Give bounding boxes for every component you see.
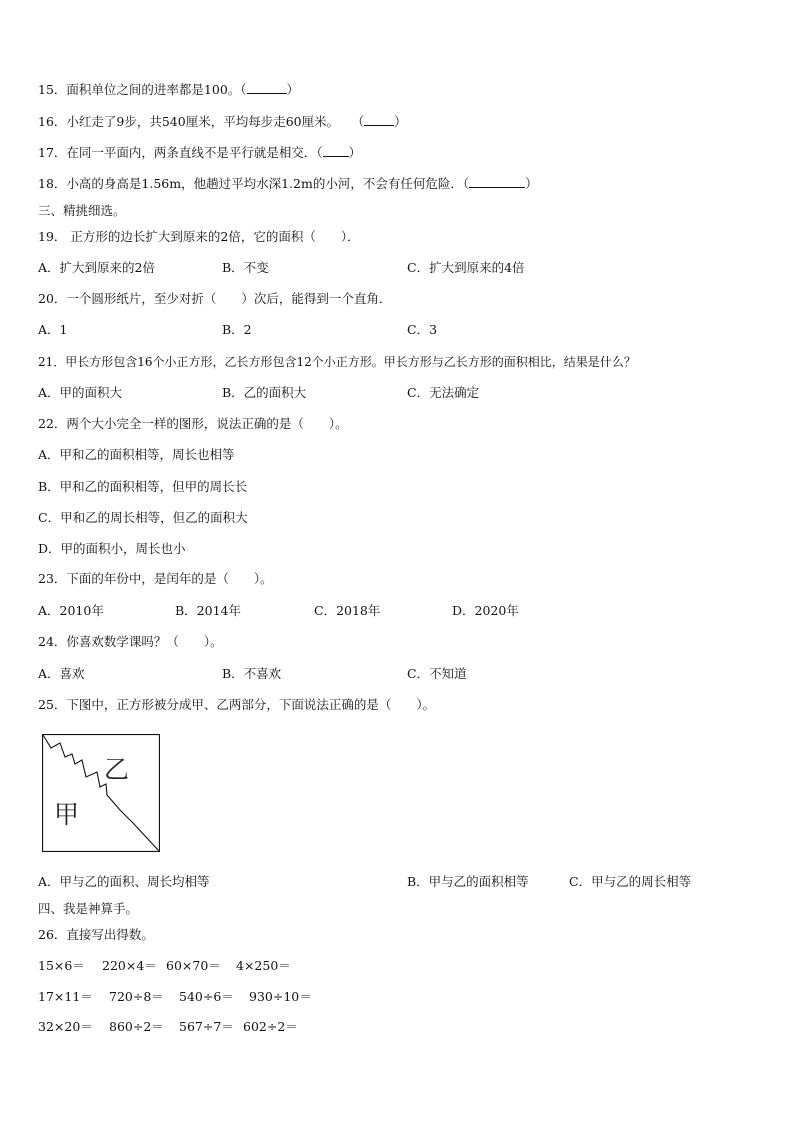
label-jia: 甲 [54,800,80,829]
calc-item: 15×6＝ [38,958,85,973]
option-d[interactable]: D．甲的面积小，周长也小 [38,541,186,556]
question-close: ） [394,114,407,129]
question-number: 15． [38,82,67,97]
calc-item: 860÷2＝ [109,1019,164,1034]
question-text: 小高的身高是1.56m，他趟过平均水深1.2m的小河，不会有任何危险．（ [66,176,470,191]
option-c[interactable]: C．甲和乙的周长相等，但乙的面积大 [38,510,248,525]
question-25: 25．下图中，正方形被分成甲、乙两部分，下面说法正确的是（ ）。 [38,697,436,712]
label-yi: 乙 [104,755,130,784]
calc-item: 567÷7＝ [179,1019,234,1034]
option-b[interactable]: B．2014年 [175,603,241,618]
section-heading-3: 三、精挑细选。 [38,203,126,218]
calc-item: 60×70＝ [166,958,221,973]
question-text: 在同一平面内，两条直线不是平行就是相交．（ [66,145,323,160]
question-15 [38,82,299,98]
question-18 [38,176,538,192]
question-close: ） [525,176,538,191]
answer-blank[interactable] [247,82,287,94]
answer-blank[interactable] [323,145,349,157]
question-19: 19． 正方形的边长扩大到原来的2倍，它的面积（ ）． [38,229,360,244]
calc-item: 220×4＝ [102,958,157,973]
section-heading-4: 四、我是神算手。 [38,901,139,916]
option-a[interactable]: A．甲和乙的面积相等，周长也相等 [38,447,235,462]
question-17 [38,145,361,161]
answer-blank[interactable] [469,176,525,188]
calc-item: 602÷2＝ [243,1019,298,1034]
question-close: ） [286,82,300,97]
question-text: 面积单位之间的进率都是100。（ [66,82,247,97]
calc-item: 540÷6＝ [179,989,234,1004]
calc-item: 720÷8＝ [109,989,164,1004]
question-close: ） [348,145,362,160]
square-division-figure [42,734,160,852]
option-b[interactable]: B．不变 [222,260,269,275]
option-c[interactable]: C．扩大到原来的4倍 [407,260,525,275]
option-d[interactable]: D．2020年 [452,603,519,618]
calc-item: 930÷10＝ [249,989,312,1004]
option-b[interactable]: B．甲与乙的面积相等 [407,874,529,889]
option-c[interactable]: C．2018年 [314,603,381,618]
calc-item: 4×250＝ [236,958,291,973]
calc-item: 17×11＝ [38,989,93,1004]
question-24: 24．你喜欢数学课吗？（ ）。 [38,634,223,649]
option-a[interactable]: A．喜欢 [38,666,85,681]
option-a[interactable]: A．扩大到原来的2倍 [38,260,155,275]
question-number: 17． [38,145,67,160]
option-a[interactable]: A．1 [38,322,68,337]
square-outline [43,735,160,852]
option-b[interactable]: B．2 [222,322,252,337]
calc-item: 32×20＝ [38,1019,93,1034]
question-number: 18． [38,176,67,191]
question-16 [38,114,407,130]
option-c[interactable]: C．3 [407,322,438,337]
question-26: 26．直接写出得数。 [38,927,154,942]
dividing-line [43,735,159,851]
answer-blank[interactable] [364,114,394,126]
option-a[interactable]: A．甲与乙的面积、周长均相等 [38,874,210,889]
option-b[interactable]: B．不喜欢 [222,666,282,681]
question-23: 23．下面的年份中，是闰年的是（ ）。 [38,571,273,586]
option-a[interactable]: A．2010年 [38,603,104,618]
option-b[interactable]: B．乙的面积大 [222,385,307,400]
question-text: 小红走了9步，共540厘米，平均每步走60厘米。 （ [66,114,365,129]
option-a[interactable]: A．甲的面积大 [38,385,123,400]
question-22: 22．两个大小完全一样的图形，说法正确的是（ ）。 [38,416,348,431]
question-20: 20．一个圆形纸片，至少对折（ ）次后，能得到一个直角． [38,291,392,306]
question-number: 16． [38,114,67,129]
option-c[interactable]: C．甲与乙的周长相等 [569,874,692,889]
option-c[interactable]: C．不知道 [407,666,467,681]
question-21: 21．甲长方形包含16个小正方形，乙长方形包含12个小正方形。甲长方形与乙长方形的面积相比，结果是什么？ [38,355,636,369]
option-c[interactable]: C．无法确定 [407,385,480,400]
option-b[interactable]: B．甲和乙的面积相等，但甲的周长长 [38,479,248,494]
